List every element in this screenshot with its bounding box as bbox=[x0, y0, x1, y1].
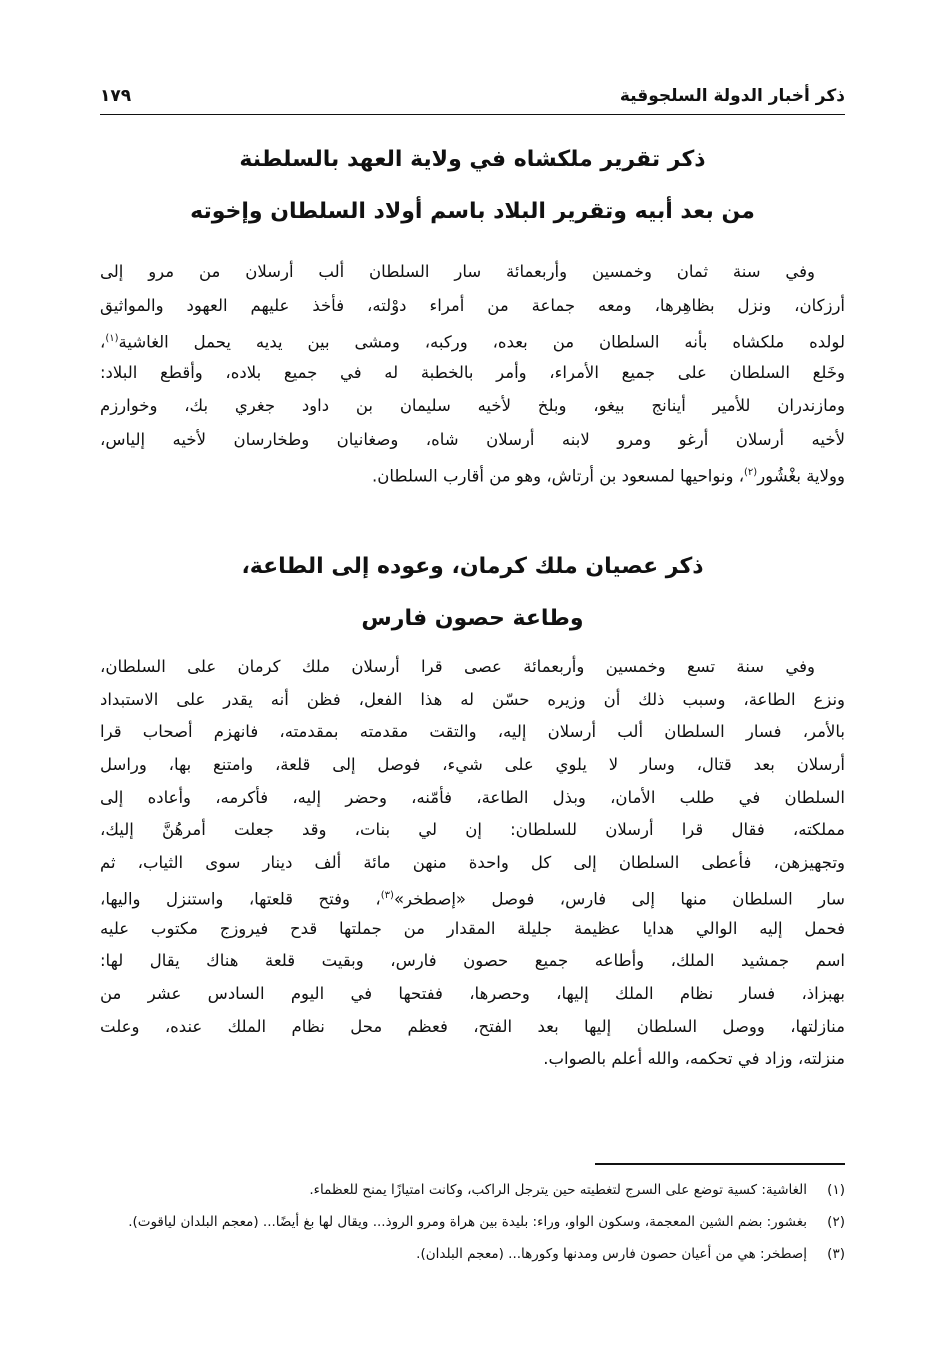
footnote-reference: (٢) bbox=[744, 467, 758, 478]
text-line bbox=[100, 880, 845, 913]
heading-line: وطاعة حصون فارس bbox=[361, 606, 584, 631]
footnote-text: الغاشية: كسية توضع على السرج لتغطيته حين يترجل الراكب، وكانت امتيازًا يمنح للعظماء. bbox=[309, 1182, 807, 1198]
footnote-divider bbox=[595, 1163, 845, 1165]
footnote bbox=[100, 1242, 845, 1266]
line-text: بهبزاذ، فسار نظام الملك إليها، وحصرها، ففتحها في اليوم السادس عشر من bbox=[100, 983, 845, 1003]
footnote-reference: (١) bbox=[105, 333, 119, 344]
text-line bbox=[100, 423, 845, 457]
line-text: وتجهيزهن، فأعطى السلطان إلى كل واحدة منهن مائة ألف دينار سوى الثياب، ثم bbox=[100, 853, 845, 873]
line-text: منازلتها، ووصل السلطان إليها بعد الفتح، فعظم محل نظام الملك عنده، وعلت bbox=[100, 1016, 845, 1036]
line-text: أرسلان بعد قتال، وسار لا يلوي على شيء، فوصل إلى قلعة، وامتنع بها، وراسل bbox=[100, 755, 845, 775]
heading-line: ذكر عصيان ملك كرمان، وعوده إلى الطاعة، bbox=[241, 554, 704, 579]
line-text: ، ونواحيها لمسعود بن أرتاش، وهو من أقارب السلطان. bbox=[372, 466, 745, 486]
footnote bbox=[100, 1210, 845, 1234]
text-line bbox=[100, 356, 845, 390]
footnote-number: (٢) bbox=[827, 1214, 845, 1230]
text-line bbox=[100, 716, 845, 749]
text-line bbox=[100, 684, 845, 717]
page-number: ١٧٩ bbox=[100, 86, 132, 106]
line-text: فحمل إليه الوالي هدايا عظيمة جليلة المقدار من جملتها قدح فيروزج مكتوب عليه bbox=[100, 918, 845, 938]
section-1-heading bbox=[100, 134, 845, 238]
footnotes bbox=[100, 1178, 845, 1274]
line-text: أرزكان، ونزل بظاهِرها، ومعه جماعة من أمراء دوْلته، فأخذ عليهم العهود والمواثيق bbox=[100, 295, 845, 315]
line-text: بالأمر، فسار السلطان ألب أرسلان إليه، والتقت مقدمته بمقدمته، فانهزم أصحاب قرا bbox=[100, 722, 845, 742]
line-text: منزلته، وزاد في تحكمه، والله أعلم بالصواب. bbox=[543, 1049, 845, 1069]
text-line bbox=[100, 456, 845, 490]
text-line bbox=[100, 782, 845, 815]
text-line bbox=[100, 651, 845, 684]
line-text: ومازندران للأمير أينانج بيغو، وبلخ لأخيه سليمان بن داود جغري بك، وخوارزم bbox=[100, 396, 845, 415]
section-1-paragraph bbox=[100, 255, 845, 490]
footnote bbox=[100, 1178, 845, 1202]
line-text: السلطان في طلب الأمان، وبذل الطاعة، فأمّنه، وحضر إليه، فأكرمه، وأعاده إلى bbox=[100, 787, 845, 807]
running-header bbox=[100, 84, 845, 115]
text-line bbox=[100, 389, 845, 423]
line-text: وفي سنة تسع وخمسين وأربعمائة عصى قرا أرسلان ملك كرمان على السلطان، bbox=[100, 657, 815, 676]
line-text: وفي سنة ثمان وخمسين وأربعمائة سار السلطان ألب أرسلان من مرو إلى bbox=[100, 262, 815, 281]
footnote-number: (٣) bbox=[827, 1246, 845, 1262]
section-2-heading bbox=[100, 541, 845, 645]
text-line bbox=[100, 847, 845, 880]
footnote-text: بغشور: بضم الشين المعجمة، وسكون الواو، وراء: بليدة بين هراة ومرو الروذ... ويقال لها بغ أيضًا... (معجم البلدان لياقوت). bbox=[128, 1214, 807, 1230]
line-text: ونزع الطاعة، وسبب ذلك أن وزيره حسّن له هذا الفعل، فظن أنه يقدر على الاستبداد bbox=[100, 689, 845, 709]
text-line bbox=[100, 322, 845, 356]
heading-line: ذكر تقرير ملكشاه في ولاية العهد بالسلطنة bbox=[239, 147, 706, 172]
footnote-number: (١) bbox=[827, 1182, 845, 1198]
line-text: وخَلع السلطان على جميع الأمراء، وأمر بالخطبة له في جميع بلاده، وأقطع البلاد: bbox=[100, 362, 845, 382]
text-line bbox=[100, 289, 845, 323]
text-line bbox=[100, 978, 845, 1011]
line-text: اسم جمشيد الملك، وأطاعه جميع حصون فارس، وبقيت قلعة هناك يقال لها: bbox=[100, 951, 845, 971]
text-line bbox=[100, 913, 845, 946]
line-text: ، وفتح قلعتها، واستنزل واليها، bbox=[100, 889, 381, 909]
line-text: وولاية بغْشُور bbox=[757, 466, 845, 486]
line-text: لأخيه أرسلان أرغو ومرو لابنه أرسلان شاه، وصغانيان وطخارسان لأخيه إلياس، bbox=[100, 429, 845, 449]
line-text: سار السلطان منها إلى فارس، فوصل «إصطخر» bbox=[393, 889, 846, 909]
text-line bbox=[100, 814, 845, 847]
text-line bbox=[100, 945, 845, 978]
line-text: مملكته، فقال قرا أرسلان للسلطان: إن لي بنات، وقد جعلت أمرهُنَّ إليك، bbox=[100, 820, 845, 840]
line-text: لولده ملكشاه بأنه السلطان من بعده، وركبه، ومشى بين يديه يحمل الغاشية bbox=[118, 332, 845, 352]
footnote-reference: (٣) bbox=[380, 889, 394, 901]
text-line bbox=[100, 1011, 845, 1044]
text-line bbox=[100, 749, 845, 782]
running-title: ذكر أخبار الدولة السلجوقية bbox=[619, 86, 845, 106]
footnote-text: إصطخر: هي من أعيان حصون فارس ومدنها وكورها... (معجم البلدان). bbox=[416, 1246, 807, 1262]
text-line bbox=[100, 255, 845, 289]
section-2-paragraph bbox=[100, 651, 845, 1076]
heading-line: من بعد أبيه وتقرير البلاد باسم أولاد السلطان وإخوته bbox=[190, 199, 755, 224]
line-text: ، bbox=[100, 332, 106, 352]
text-line bbox=[100, 1043, 845, 1076]
